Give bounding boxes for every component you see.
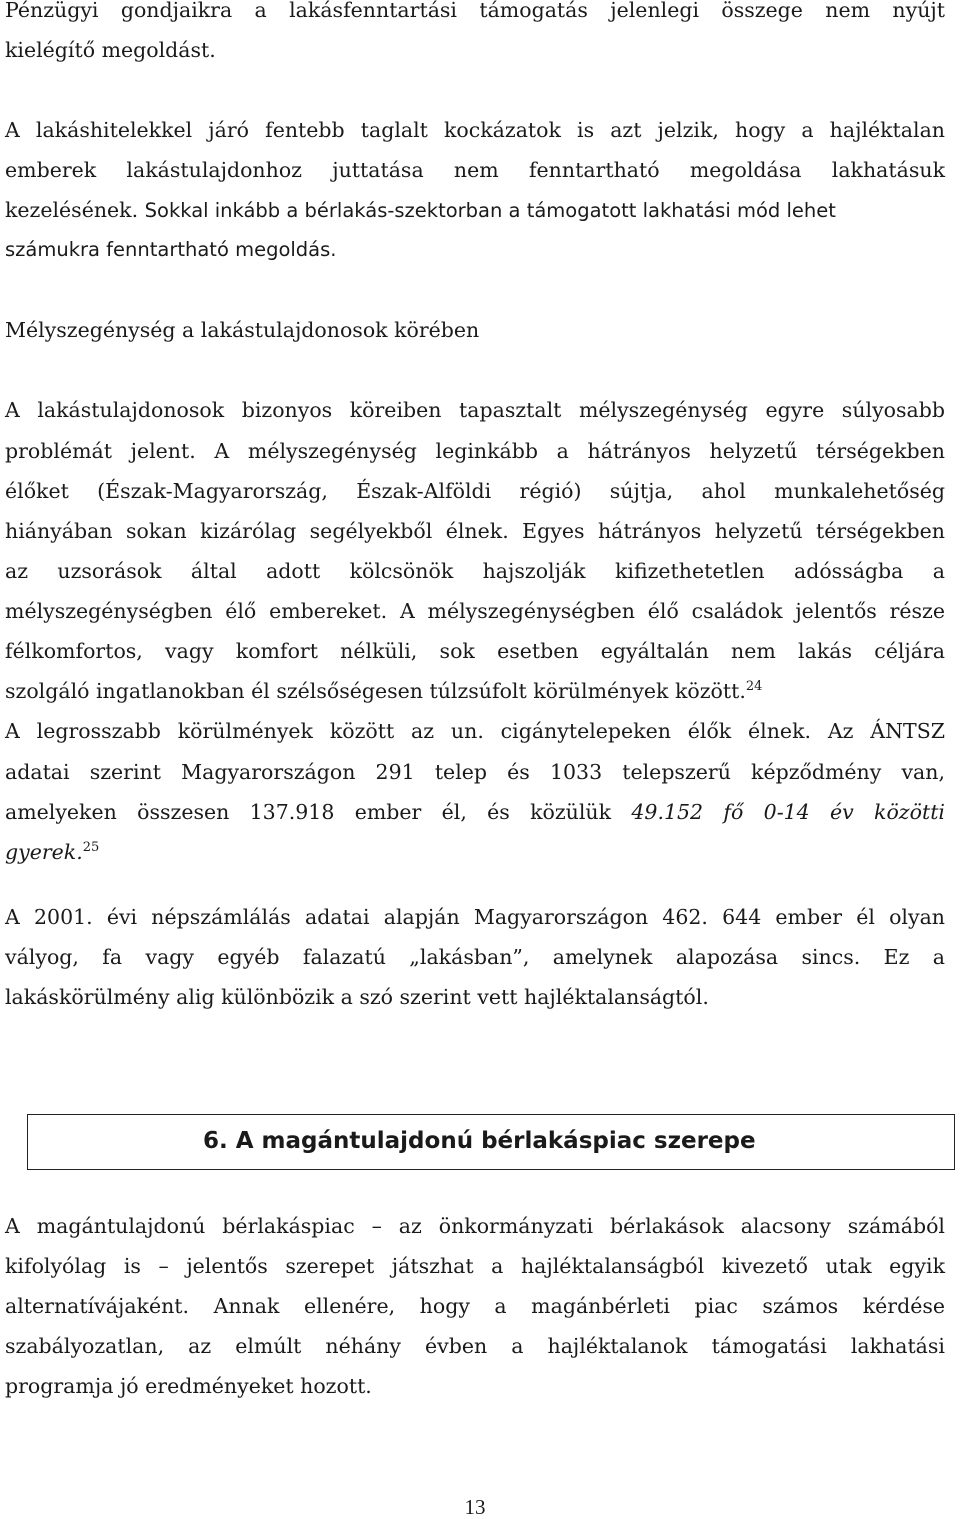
subheading: Mélyszegénység a lakástulajdonosok körében: [5, 318, 480, 342]
paragraph-1-line-1: Pénzügyi gondjaikra a lakásfenntartási támogatás jelenlegi összege nem nyújt: [5, 0, 945, 22]
paragraph-3-line-8: [5, 677, 945, 705]
section-heading: 6. A magántulajdonú bérlakáspiac szerepe: [203, 1128, 756, 1154]
paragraph-3-line-7: félkomfortos, vagy komfort nélküli, sok esetben egyáltalán nem lakás céljára: [5, 639, 945, 663]
paragraph-2-line-3: [5, 196, 945, 224]
paragraph-3-line-6: mélyszegénységben élő embereket. A mélyszegénységben élő családok jelentős része: [5, 599, 945, 623]
paragraph-3-line-2: problémát jelent. A mélyszegénység leginkább a hátrányos helyzetű térségekben: [5, 439, 945, 463]
paragraph-3-last-text: szolgáló ingatlanokban él szélsőségesen túlzsúfolt körülmények között.: [5, 679, 746, 703]
paragraph-2-line-1: A lakáshitelekkel járó fentebb taglalt kockázatok is azt jelzik, hogy a hajléktalan: [5, 118, 945, 142]
paragraph-6-line-2: kifolyólag is – jelentős szerepet játszhat a hajléktalanságból kivezető utak egyik: [5, 1254, 945, 1278]
paragraph-5-line-1: A 2001. évi népszámlálás adatai alapján Magyarországon 462. 644 ember él olyan: [5, 905, 945, 929]
paragraph-6-line-3: alternatívájaként. Annak ellenére, hogy a magánbérleti piac számos kérdése: [5, 1294, 945, 1318]
paragraph-4-line-1: A legrosszabb körülmények között az un. cigánytelepeken élők élnek. Az ÁNTSZ: [5, 719, 945, 743]
paragraph-3-line-1: A lakástulajdonosok bizonyos köreiben tapasztalt mélyszegénység egyre súlyosabb: [5, 398, 945, 422]
paragraph-6-line-4: szabályozatlan, az elmúlt néhány évben a hajléktalanok támogatási lakhatási: [5, 1334, 945, 1358]
section-heading-box: [27, 1114, 955, 1170]
paragraph-5-line-2: vályog, fa vagy egyéb falazatú „lakásban”, amelynek alapozása sincs. Ez a: [5, 945, 945, 969]
paragraph-4-line-4: [5, 838, 945, 866]
paragraph-6-line-1: A magántulajdonú bérlakáspiac – az önkormányzati bérlakások alacsony számából: [5, 1214, 945, 1238]
paragraph-4-line-4-italic: gyerek.: [5, 840, 83, 864]
paragraph-4-line-3: [5, 798, 945, 826]
paragraph-3-line-5: az uzsorások által adott kölcsönök hajszolják kifizethetetlen adósságba a: [5, 559, 945, 583]
paragraph-4-line-3-italic: 49.152 fő 0-14 év közötti: [631, 800, 945, 824]
footnote-ref-24[interactable]: 24: [745, 679, 763, 694]
footnote-ref-25[interactable]: 25: [82, 840, 100, 855]
paragraph-3-line-4: hiányában sokan kizárólag segélyekből élnek. Egyes hátrányos helyzetű térségekben: [5, 519, 945, 543]
paragraph-2-line-2: emberek lakástulajdonhoz juttatása nem fenntartható megoldása lakhatásuk: [5, 158, 945, 182]
paragraph-2-line-3-sans: Sokkal inkább a bérlakás-szektorban a támogatott lakhatási mód lehet: [144, 199, 836, 222]
paragraph-2-line-4: számukra fenntartható megoldás.: [5, 238, 337, 261]
paragraph-6-line-5: programja jó eredményeket hozott.: [5, 1374, 372, 1398]
paragraph-1-line-2: kielégítő megoldást.: [5, 38, 216, 62]
paragraph-3-line-3: élőket (Észak-Magyarország, Észak-Alföldi régió) sújtja, ahol munkalehetőség: [5, 479, 945, 503]
paragraph-5-line-3: lakáskörülmény alig különbözik a szó szerint vett hajléktalanságtól.: [5, 985, 709, 1009]
paragraph-4-line-2: adatai szerint Magyarországon 291 telep és 1033 telepszerű képződmény van,: [5, 760, 945, 784]
paragraph-2-line-3-start: kezelésének.: [5, 198, 139, 222]
page-number: 13: [464, 1495, 486, 1519]
paragraph-4-line-3-regular: amelyeken összesen 137.918 ember él, és közülük: [5, 800, 612, 824]
